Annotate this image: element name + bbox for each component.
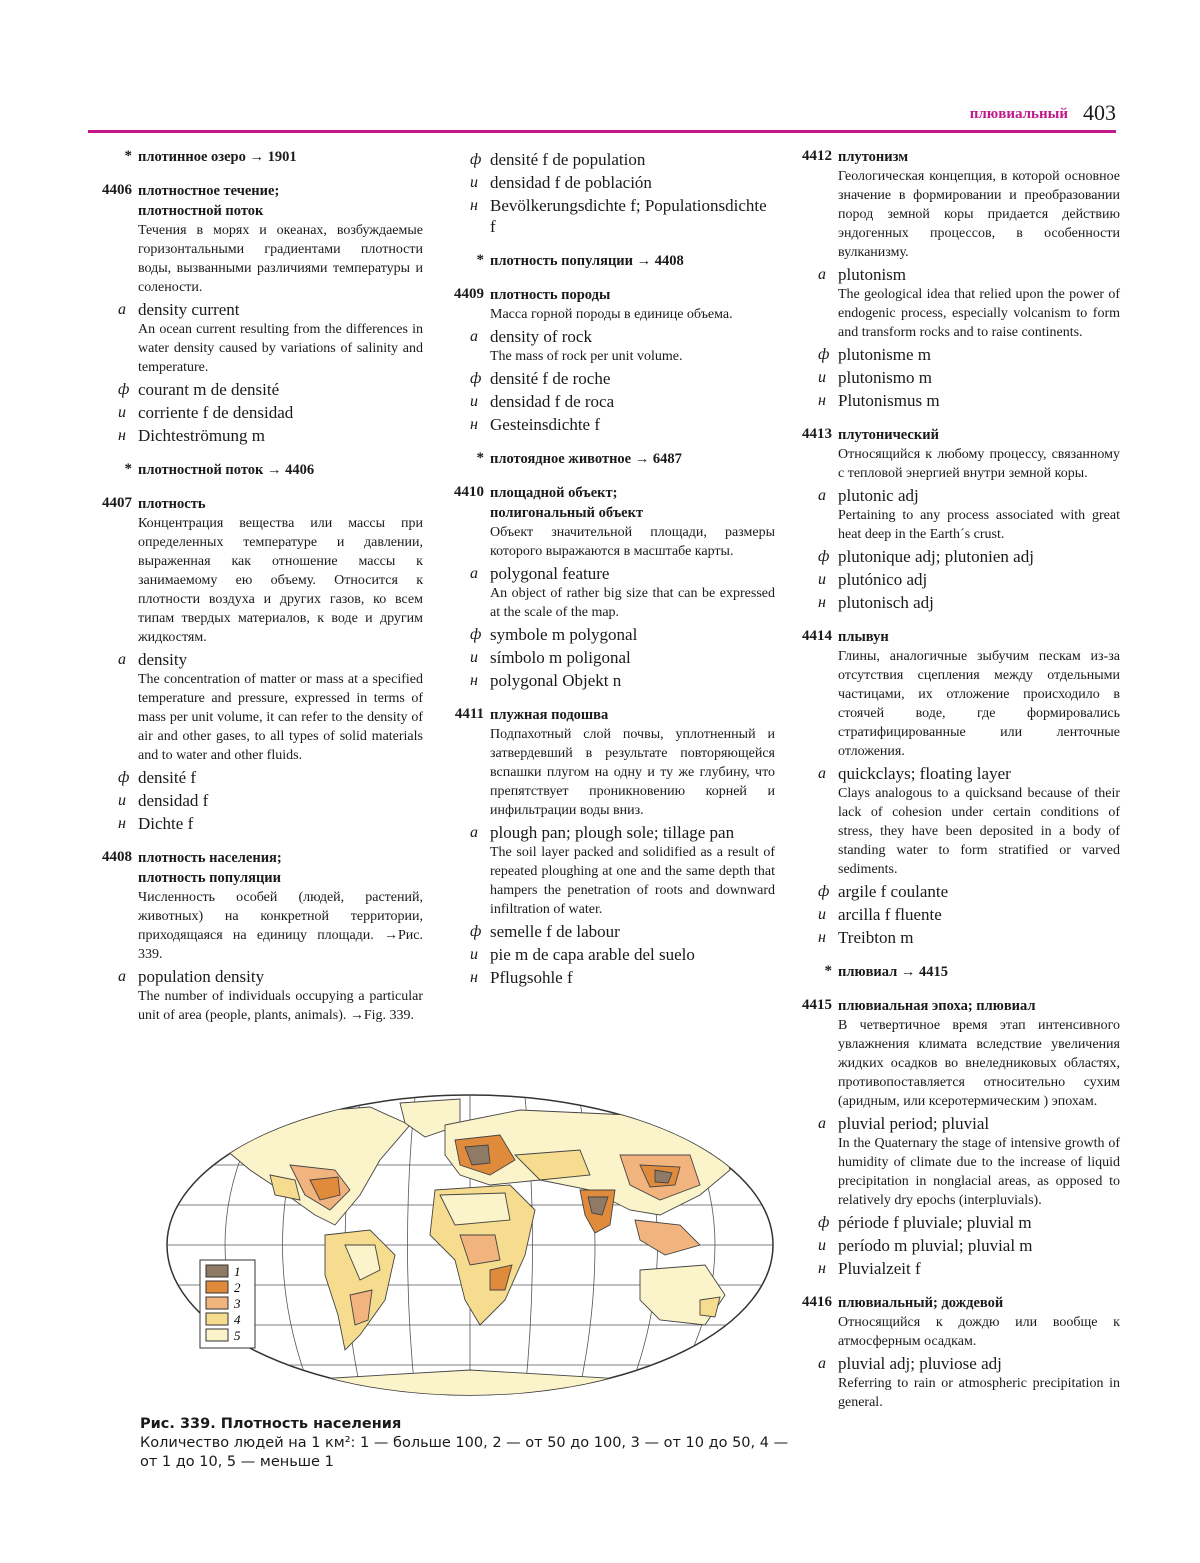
entry-definition: Относящийся к дождю или вообще к атмосферным осадкам. [838, 1313, 1120, 1351]
language-marker: ф [470, 921, 481, 942]
language-marker: ф [470, 149, 481, 170]
translation-line [138, 966, 423, 987]
language-marker: и [118, 790, 126, 811]
entry-number: 4411 [440, 706, 484, 723]
translation-line [490, 368, 775, 389]
entry-definition: Объект значительной площади, размеры которого выражаются в масштабе карты. [490, 523, 775, 561]
translation-term: Dichte f [138, 814, 193, 833]
legend-label: 5 [234, 1328, 241, 1343]
entry-number: 4415 [788, 997, 832, 1014]
language-marker: н [118, 425, 126, 446]
language-marker: a [470, 326, 478, 347]
translation-term: courant m de densité [138, 380, 279, 399]
translation-line [838, 390, 1120, 411]
translation-line [138, 379, 423, 400]
translation-definition: The geological idea that relied upon the power of endogenic process, especially volcanism to form and transform rocks and to raise continents. [838, 285, 1120, 342]
entry-number: 4410 [440, 484, 484, 501]
translation-line [838, 904, 1120, 925]
translation-term: densidad f [138, 791, 208, 810]
translation-term: période f pluviale; pluvial m [838, 1213, 1032, 1232]
caption-title: Рис. 339. Плотность населения [140, 1415, 790, 1434]
translation-term: plutonisch adj [838, 593, 934, 612]
translation-line [490, 149, 775, 170]
entry-headword: плотоядное животное → 6487 [490, 449, 775, 469]
entry-number: 4408 [88, 849, 132, 866]
entry-headword: плотностное течение; [138, 181, 423, 201]
translation-term: plutonique adj; plutonien adj [838, 547, 1034, 566]
language-marker: и [818, 904, 826, 925]
translation-term: plutónico adj [838, 570, 927, 589]
column-2 [440, 147, 775, 1002]
language-marker: н [818, 390, 826, 411]
language-marker: a [818, 1113, 826, 1134]
entry-headword: плужная подошва [490, 705, 775, 725]
legend-swatch [206, 1297, 228, 1309]
translation-definition: Referring to rain or atmospheric precipitation in general. [838, 1374, 1120, 1412]
entry-number: 4407 [88, 495, 132, 512]
translation-term: Pluvialzeit f [838, 1259, 921, 1278]
translation-line [490, 195, 775, 237]
language-marker: a [818, 1353, 826, 1374]
translation-term: densité f de roche [490, 369, 610, 388]
language-marker: и [818, 569, 826, 590]
entry-headword: плотность [138, 494, 423, 514]
translation-term: density of rock [490, 327, 592, 346]
translation-term: semelle f de labour [490, 922, 620, 941]
dictionary-entry [88, 494, 423, 834]
entry-headword: плотность породы [490, 285, 775, 305]
translation-line [138, 425, 423, 446]
translation-line [838, 569, 1120, 590]
dictionary-entry [88, 147, 423, 167]
entry-definition: Глины, аналогичные зыбучим пескам из-за отсутствия сцепления между отдельными частицами, их отложение происходило в стоячей воде, где формировались стратифицированные или ленточные отложения. [838, 647, 1120, 761]
translation-line [490, 647, 775, 668]
dictionary-entry [440, 251, 775, 271]
language-marker: н [470, 414, 478, 435]
translation-definition: An object of rather big size that can be expressed at the scale of the map. [490, 584, 775, 622]
entry-number: * [440, 252, 484, 269]
translation-term: símbolo m poligonal [490, 648, 631, 667]
dictionary-entry [440, 705, 775, 988]
translation-line [490, 414, 775, 435]
entry-headword: плювиал → 4415 [838, 962, 1120, 982]
translation-definition: Pertaining to any process associated with great heat deep in the Earth´s crust. [838, 506, 1120, 544]
entry-number: 4406 [88, 182, 132, 199]
dictionary-entry [440, 149, 775, 237]
translation-term: density current [138, 300, 240, 319]
entry-headword: плотность популяции [138, 868, 423, 888]
translation-line [490, 921, 775, 942]
legend-label: 1 [234, 1264, 241, 1279]
translation-line [490, 670, 775, 691]
translation-line [838, 367, 1120, 388]
dictionary-entry [440, 285, 775, 435]
column-1 [88, 147, 423, 1039]
page-header [88, 100, 1116, 133]
dictionary-entry [440, 449, 775, 469]
language-marker: ф [118, 767, 129, 788]
figure-caption [140, 1415, 790, 1472]
translation-term: quickclays; floating layer [838, 764, 1011, 783]
language-marker: a [470, 563, 478, 584]
entry-number: 4412 [788, 148, 832, 165]
entry-headword: плотность популяции → 4408 [490, 251, 775, 271]
translation-definition: Clays analogous to a quicksand because of their lack of cohesion under certain conditions of stress, they have been deposited in a body of standing water to form stratified or varved sediments. [838, 784, 1120, 879]
language-marker: ф [818, 881, 829, 902]
translation-term: symbole m polygonal [490, 625, 637, 644]
entry-headword: полигональный объект [490, 503, 775, 523]
legend-swatch [206, 1313, 228, 1325]
translation-line [490, 624, 775, 645]
dictionary-entry [788, 962, 1120, 982]
translation-term: argile f coulante [838, 882, 948, 901]
translation-term: Bevölkerungsdichte f; Populationsdichte f [490, 196, 767, 236]
language-marker: a [118, 649, 126, 670]
entry-definition: Подпахотный слой почвы, уплотненный и затвердевший в результате повторяющейся вспашки плугом на одну и ту же глубину, что препятствует проникновению корней и инфильтрации воды вниз. [490, 725, 775, 820]
translation-term: Plutonismus m [838, 391, 940, 410]
translation-term: polygonal Objekt n [490, 671, 621, 690]
entry-headword: площадной объект; [490, 483, 775, 503]
translation-term: Gesteinsdichte f [490, 415, 600, 434]
translation-line [838, 485, 1120, 506]
translation-line [838, 546, 1120, 567]
translation-line [838, 264, 1120, 285]
translation-term: densité f [138, 768, 196, 787]
dictionary-entry [788, 996, 1120, 1279]
translation-term: plutonism [838, 265, 906, 284]
translation-line [838, 1258, 1120, 1279]
translation-definition: The number of individuals occupying a particular unit of area (people, plants, animals). →Fig. 339. [138, 987, 423, 1025]
translation-definition: The concentration of matter or mass at a specified temperature and pressure, expressed in terms of mass per unit volume, it can refer to the density of air and other gases, to all types of solid materials and to water and other fluids. [138, 670, 423, 765]
entry-headword: плотностной поток [138, 201, 423, 221]
translation-line [838, 1113, 1120, 1134]
language-marker: и [470, 647, 478, 668]
entry-headword: плотность населения; [138, 848, 423, 868]
language-marker: a [818, 485, 826, 506]
entry-headword: плотинное озеро → 1901 [138, 147, 423, 167]
language-marker: ф [818, 344, 829, 365]
language-marker: н [818, 927, 826, 948]
translation-line [138, 299, 423, 320]
translation-term: densité f de population [490, 150, 645, 169]
legend-label: 2 [234, 1280, 241, 1295]
translation-term: plutonisme m [838, 345, 931, 364]
translation-term: corriente f de densidad [138, 403, 293, 422]
translation-line [138, 767, 423, 788]
translation-line [838, 1235, 1120, 1256]
entry-definition: Численность особей (людей, растений, животных) на конкретной территории, приходящаяся на единицу площади. →Рис. 339. [138, 888, 423, 964]
dictionary-entry [88, 848, 423, 1025]
translation-term: pluvial adj; pluviose adj [838, 1354, 1002, 1373]
language-marker: a [470, 822, 478, 843]
translation-term: densidad f de roca [490, 392, 614, 411]
entry-headword: плотностной поток → 4406 [138, 460, 423, 480]
entry-headword: плутонизм [838, 147, 1120, 167]
language-marker: и [470, 172, 478, 193]
entry-headword: плутонический [838, 425, 1120, 445]
translation-line [838, 1353, 1120, 1374]
page-number: 403 [1083, 100, 1116, 126]
entry-number: * [440, 450, 484, 467]
dictionary-entry [440, 483, 775, 691]
legend-swatch [206, 1329, 228, 1341]
translation-line [490, 944, 775, 965]
translation-term: pie m de capa arable del suelo [490, 945, 695, 964]
translation-line [838, 763, 1120, 784]
translation-line [490, 967, 775, 988]
population-density-map [160, 1085, 780, 1420]
entry-definition: Концентрация вещества или массы при определенных температуре и давлении, выраженная как отношение массы к занимаемому ею объему. Относится к плотности воздуха и других газов, ко всем типам твердых материалов, к воде и другим жидкостям. [138, 514, 423, 647]
translation-line [838, 927, 1120, 948]
language-marker: н [470, 195, 478, 216]
translation-term: densidad f de población [490, 173, 652, 192]
language-marker: ф [818, 1212, 829, 1233]
dictionary-entry [788, 147, 1120, 411]
entry-number: 4409 [440, 286, 484, 303]
dictionary-entry [88, 181, 423, 446]
translation-term: período m pluvial; pluvial m [838, 1236, 1033, 1255]
language-marker: ф [818, 546, 829, 567]
column-3 [788, 147, 1120, 1426]
translation-term: plough pan; plough sole; tillage pan [490, 823, 734, 842]
translation-line [838, 881, 1120, 902]
entry-headword: плювиальный; дождевой [838, 1293, 1120, 1313]
language-marker: a [818, 763, 826, 784]
language-marker: н [118, 813, 126, 834]
entry-number: 4414 [788, 628, 832, 645]
translation-term: Treibton m [838, 928, 913, 947]
language-marker: a [118, 299, 126, 320]
language-marker: ф [118, 379, 129, 400]
translation-line [490, 326, 775, 347]
translation-term: density [138, 650, 187, 669]
translation-line [138, 790, 423, 811]
translation-term: plutonismo m [838, 368, 932, 387]
entry-definition: Масса горной породы в единице объема. [490, 305, 775, 324]
entry-number: 4413 [788, 426, 832, 443]
entry-definition: Течения в морях и океанах, возбуждаемые горизонтальными градиентами плотности воды, вызванными различиями температуры и солености. [138, 221, 423, 297]
translation-line [490, 563, 775, 584]
entry-number: * [88, 461, 132, 478]
translation-term: population density [138, 967, 264, 986]
entry-number: * [788, 963, 832, 980]
translation-line [138, 813, 423, 834]
language-marker: н [818, 1258, 826, 1279]
language-marker: и [118, 402, 126, 423]
translation-term: plutonic adj [838, 486, 919, 505]
translation-line [838, 1212, 1120, 1233]
translation-line [838, 592, 1120, 613]
translation-line [490, 172, 775, 193]
translation-line [490, 822, 775, 843]
entry-definition: Относящийся к любому процессу, связанному с тепловой энергией внутри земной коры. [838, 445, 1120, 483]
translation-definition: The soil layer packed and solidified as a result of repeated ploughing at one and the same depth that hampers the penetration of roots and downward infiltration of water. [490, 843, 775, 919]
translation-definition: The mass of rock per unit volume. [490, 347, 775, 366]
translation-definition: In the Quaternary the stage of intensive growth of humidity of climate due to the increase of liquid precipitation in nonglacial areas, as opposed to relatively dry epochs (interpluvials). [838, 1134, 1120, 1210]
entry-number: * [88, 148, 132, 165]
legend-label: 4 [234, 1312, 241, 1327]
translation-line [138, 649, 423, 670]
legend-swatch [206, 1281, 228, 1293]
language-marker: и [470, 391, 478, 412]
translation-line [838, 344, 1120, 365]
language-marker: и [470, 944, 478, 965]
language-marker: a [818, 264, 826, 285]
language-marker: и [818, 1235, 826, 1256]
language-marker: ф [470, 624, 481, 645]
entry-definition: Геологическая концепция, в которой основное значение в формировании и преобразовании пород земной коры придается действию эндогенных процессов, в особенности вулканизму. [838, 167, 1120, 262]
caption-body: Количество людей на 1 км²: 1 — больше 100, 2 — от 50 до 100, 3 — от 10 до 50, 4 — от 1 до 10, 5 — меньше 1 [140, 1434, 790, 1472]
language-marker: и [818, 367, 826, 388]
language-marker: a [118, 966, 126, 987]
running-head: плювиальный [970, 106, 1068, 123]
translation-line [138, 402, 423, 423]
translation-term: polygonal feature [490, 564, 609, 583]
translation-line [490, 391, 775, 412]
dictionary-entry [788, 425, 1120, 613]
legend-label: 3 [233, 1296, 241, 1311]
dictionary-entry [788, 1293, 1120, 1412]
dictionary-entry [88, 460, 423, 480]
translation-term: Pflugsohle f [490, 968, 573, 987]
language-marker: ф [470, 368, 481, 389]
entry-definition: В четвертичное время этап интенсивного увлажнения климата вследствие увеличения жидких осадков во внеледниковых областях, противопоставляется относительно сухим (аридным, или ксеротермическим ) эпохам. [838, 1016, 1120, 1111]
entry-headword: плывун [838, 627, 1120, 647]
language-marker: н [470, 670, 478, 691]
dictionary-entry [788, 627, 1120, 948]
entry-number: 4416 [788, 1294, 832, 1311]
legend-swatch [206, 1265, 228, 1277]
translation-definition: An ocean current resulting from the differences in water density caused by variations of salinity and temperature. [138, 320, 423, 377]
translation-term: arcilla f fluente [838, 905, 942, 924]
translation-term: Dichteströmung m [138, 426, 265, 445]
language-marker: н [818, 592, 826, 613]
translation-term: pluvial period; pluvial [838, 1114, 989, 1133]
language-marker: н [470, 967, 478, 988]
entry-headword: плювиальная эпоха; плювиал [838, 996, 1120, 1016]
